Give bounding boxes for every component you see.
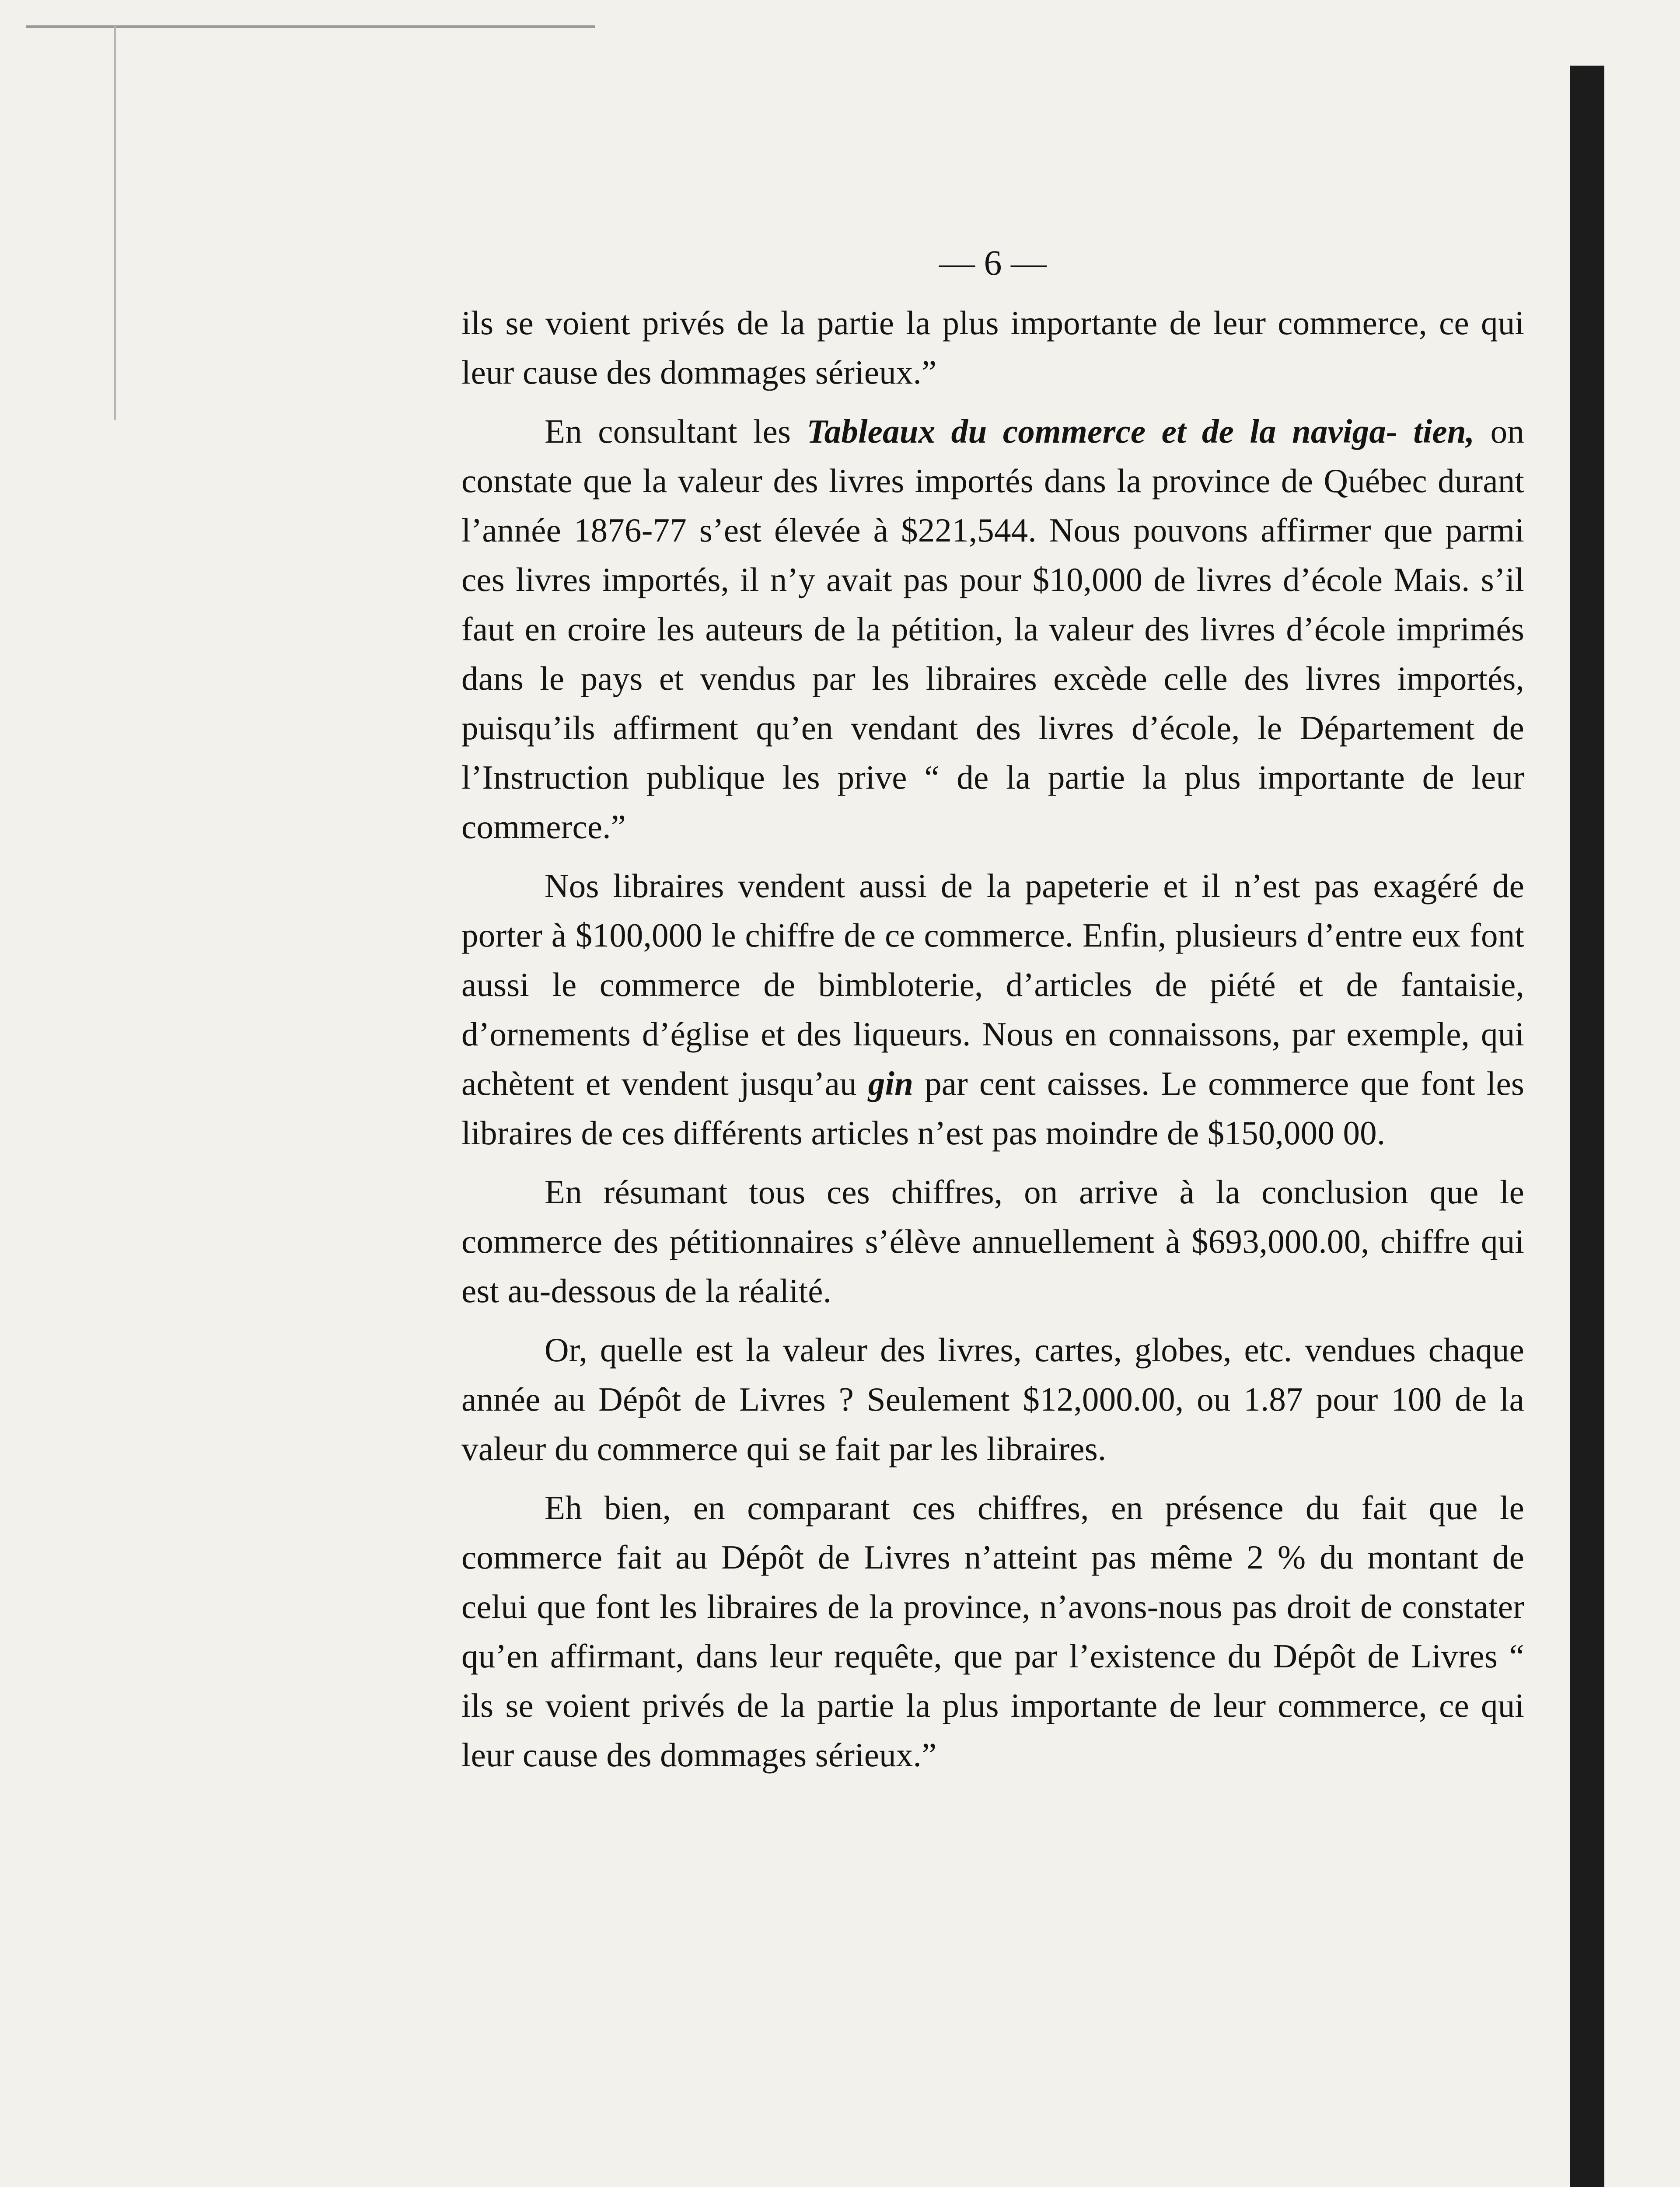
page-number: — 6 — [939,243,1047,283]
scan-edge-left [114,26,116,420]
scan-edge-right [1570,66,1604,2187]
document-page [461,245,1524,1789]
paragraph-text: on constate que la valeur des livres importés dans la province de Québec durant l’année 1876-77 s’est élevée à $221,544. Nous pouvons affirmer que parmi ces livres importés, il n’y avait pas pour $10,000 de livres d’école Mais. s’il faut en croire les auteurs de la pétition, la valeur des livres d’école imprimés dans le pays et vendus par les libraires excède celle des livres importés, puisqu’ils affirment qu’en vendant des livres d’école, le Département de l’Instruction publique les prive “ de la partie la plus importante de leur commerce.” [461,412,1524,845]
paragraph-text: par cent caisses. Le commerce que font les libraires de ces différents articles n’est pas moindre de $150,000 00. [461,1065,1524,1152]
paragraph-navigation-tables [461,407,1524,852]
paragraph-depot-value: Or, quelle est la valeur des livres, cartes, globes, etc. vendues chaque année au Dépôt de Livres ? Seulement $12,000.00, ou 1.87 pour 100 de la valeur du commerce qui se fait par les libraires. [461,1331,1524,1467]
paragraph-text: En consultant les [545,412,807,450]
paragraph-summary: En résumant tous ces chiffres, on arrive à la conclusion que le commerce des pétitionnaires s’élève annuellement à $693,000.00, chiffre qui est au-dessous de la réalité. [461,1173,1524,1310]
paragraph-conclusion: Eh bien, en comparant ces chiffres, en présence du fait que le commerce fait au Dépôt de Livres n’atteint pas même 2 % du montant de celui que font les libraires de la province, n’avons-nous pas droit de constater qu’en affirmant, dans leur requête, que par l’existence du Dépôt de Livres “ ils se voient privés de la partie la plus importante de leur commerce, ce qui leur cause des dommages sérieux.” [461,1489,1524,1774]
scan-edge-top [26,25,595,28]
paragraph-continuation: ils se voient privés de la partie la plus importante de leur commerce, ce qui leur cause des dommages sérieux.” [461,304,1524,391]
paragraph-text: Nos libraires vendent aussi de la papeterie et il n’est pas exagéré de porter à $100,000 le chiffre de ce commerce. Enfin, plusieurs d’entre eux font aussi le commerce de bimbloterie, d’articles de piété et de fantaisie, d’ornements d’église et des liqueurs. Nous en connaissons, par exemple, qui achètent et vendent jusqu’au [461,867,1524,1102]
paragraph-stationery-trade [461,861,1524,1158]
italic-word: gin [868,1065,914,1102]
italic-title: Tableaux du commerce et de la naviga- tien, [807,412,1475,450]
